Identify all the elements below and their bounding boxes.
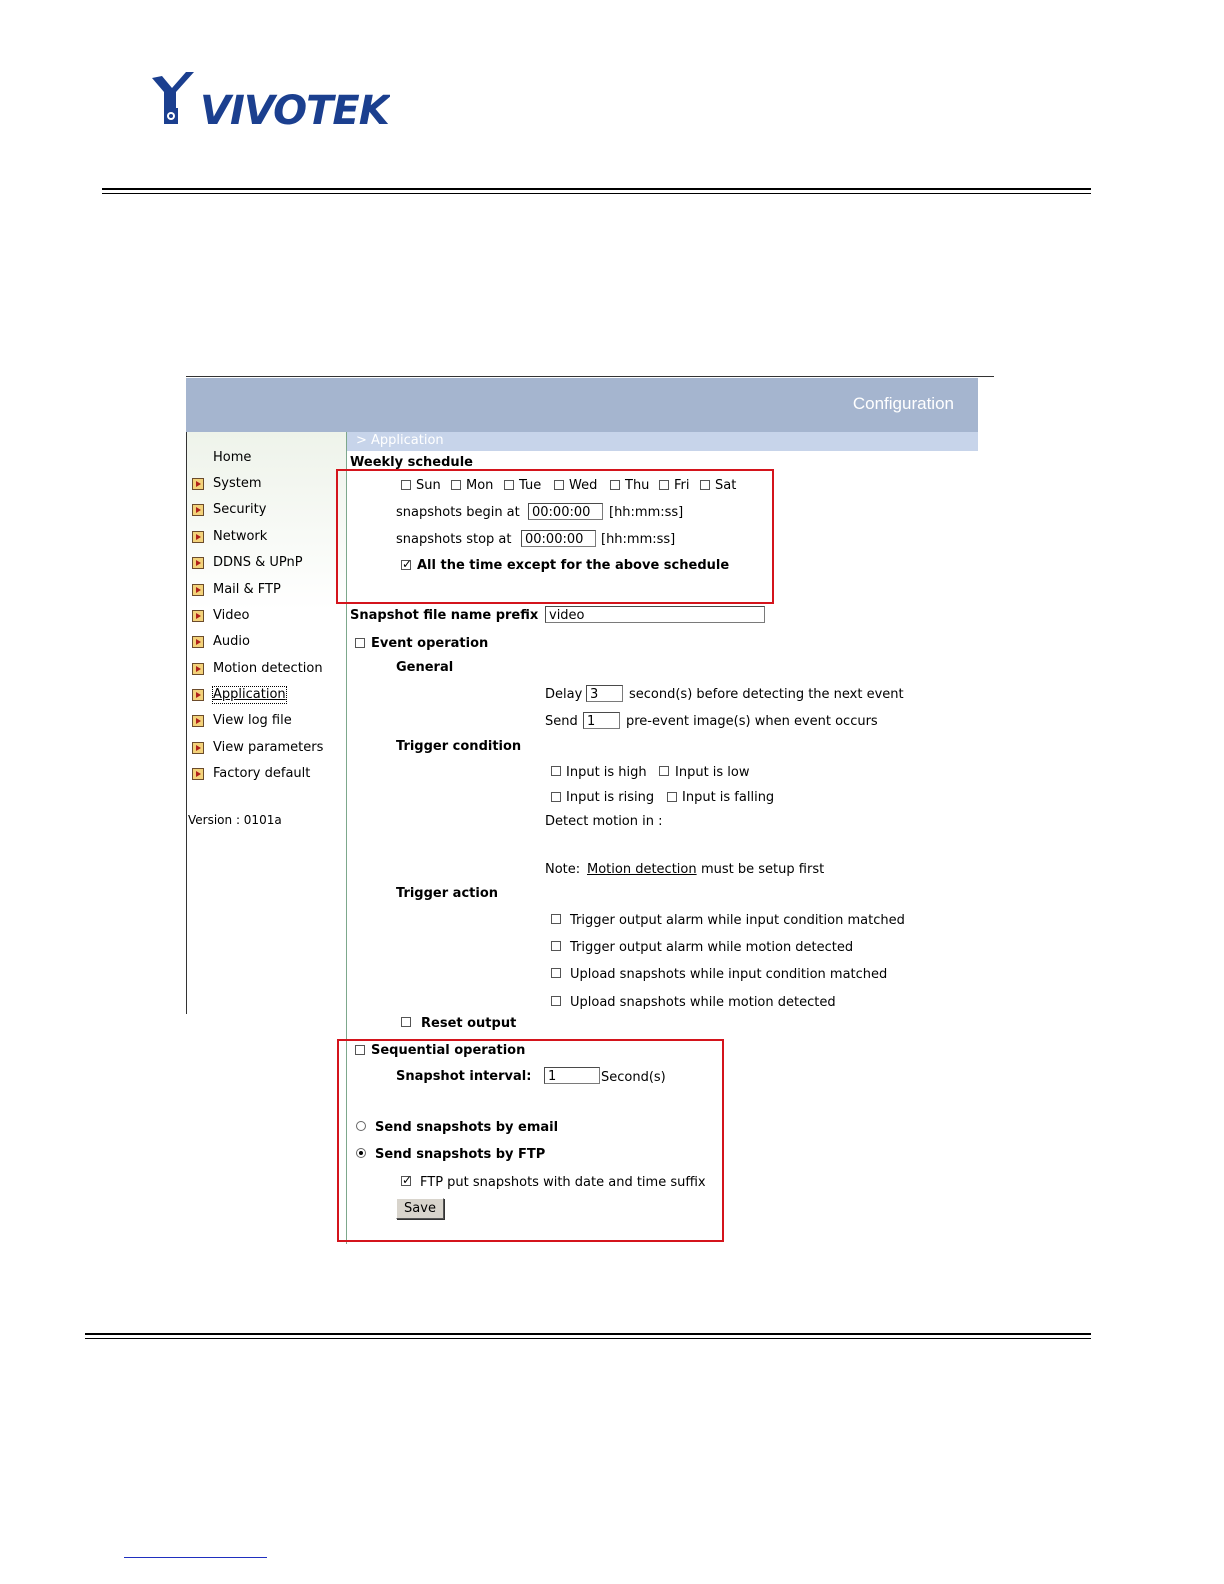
sidebar-item-view-log-file[interactable]: View log file <box>213 713 292 728</box>
arrow-icon <box>192 768 204 780</box>
breadcrumb: > Application <box>356 433 444 448</box>
checkbox-sat[interactable] <box>700 480 710 490</box>
prefix-input[interactable]: video <box>545 606 765 623</box>
stop-label: snapshots stop at <box>396 532 512 547</box>
sidebar-item-factory-default[interactable]: Factory default <box>213 766 311 781</box>
event-operation-label: Event operation <box>371 636 489 651</box>
action-checkbox-upload-input[interactable] <box>551 968 561 978</box>
sidebar-item-network[interactable]: Network <box>213 529 268 544</box>
prefix-label: Snapshot file name prefix <box>350 608 539 623</box>
sidebar-item-audio[interactable]: Audio <box>213 634 250 649</box>
begin-label: snapshots begin at <box>396 505 520 520</box>
action-checkbox-output-input[interactable] <box>551 914 561 924</box>
all-time-checkbox[interactable] <box>401 560 411 570</box>
arrow-icon <box>192 531 204 543</box>
sidebar-item-view-parameters[interactable]: View parameters <box>213 740 324 755</box>
motion-detection-link[interactable]: Motion detection <box>587 862 697 877</box>
window-top-border <box>186 376 994 377</box>
config-title: Configuration <box>852 394 954 413</box>
day-label-mon: Mon <box>466 478 494 493</box>
begin-format-hint: [hh:mm:ss] <box>609 505 684 520</box>
version-text: Version : 0101a <box>188 813 282 827</box>
interval-input[interactable]: 1 <box>544 1067 600 1084</box>
action-checkbox-output-motion[interactable] <box>551 941 561 951</box>
checkbox-tue[interactable] <box>504 480 514 490</box>
arrow-icon <box>192 636 204 648</box>
day-label-sat: Sat <box>715 478 737 493</box>
day-label-sun: Sun <box>416 478 441 493</box>
input-rising-label: Input is rising <box>566 790 655 805</box>
send-label: Send <box>545 714 578 729</box>
sidebar-item-motion-detection[interactable]: Motion detection <box>213 661 323 676</box>
footer-rule <box>85 1333 1091 1335</box>
checkbox-wed[interactable] <box>554 480 564 490</box>
delay-label: Delay <box>545 687 583 702</box>
delay-input[interactable]: 3 <box>586 685 623 702</box>
sidebar-item-home[interactable]: Home <box>213 450 252 465</box>
detect-motion-label: Detect motion in : <box>545 814 663 829</box>
checkbox-thu[interactable] <box>610 480 620 490</box>
vivotek-logo <box>150 70 390 132</box>
email-radio[interactable] <box>356 1121 366 1131</box>
save-button[interactable]: Save <box>396 1198 444 1219</box>
ftp-radio[interactable] <box>356 1148 366 1158</box>
sequential-label: Sequential operation <box>371 1043 526 1058</box>
arrow-icon <box>192 715 204 727</box>
input-falling-checkbox[interactable] <box>667 792 677 802</box>
arrow-icon <box>192 742 204 754</box>
interval-unit: Second(s) <box>601 1070 666 1085</box>
stop-format-hint: [hh:mm:ss] <box>601 532 676 547</box>
weekly-schedule-heading: Weekly schedule <box>350 455 473 470</box>
interval-label: Snapshot interval: <box>396 1069 532 1084</box>
input-low-checkbox[interactable] <box>659 766 669 776</box>
arrow-icon <box>192 557 204 569</box>
ftp-label: Send snapshots by FTP <box>375 1147 546 1162</box>
delay-suffix: second(s) before detecting the next event <box>629 687 904 702</box>
action-label: Trigger output alarm while input condition matched <box>570 913 905 928</box>
action-checkbox-upload-motion[interactable] <box>551 996 561 1006</box>
day-label-thu: Thu <box>625 478 650 493</box>
sidebar-item-security[interactable]: Security <box>213 502 267 517</box>
logo-graphic <box>150 70 390 132</box>
general-heading: General <box>396 660 454 675</box>
sidebar-item-mail-ftp[interactable]: Mail & FTP <box>213 582 281 597</box>
arrow-icon <box>192 689 204 701</box>
action-label: Trigger output alarm while motion detected <box>570 940 854 955</box>
input-rising-checkbox[interactable] <box>551 792 561 802</box>
ftp-suffix-label: FTP put snapshots with date and time suffix <box>420 1175 706 1190</box>
day-label-wed: Wed <box>569 478 598 493</box>
email-label: Send snapshots by email <box>375 1120 559 1135</box>
footer-rule-thin <box>85 1338 1091 1339</box>
send-suffix: pre-event image(s) when event occurs <box>626 714 878 729</box>
note-prefix: Note: <box>545 862 581 877</box>
checkbox-fri[interactable] <box>659 480 669 490</box>
arrow-icon <box>192 504 204 516</box>
action-label: Upload snapshots while motion detected <box>570 995 836 1010</box>
day-label-fri: Fri <box>674 478 690 493</box>
reset-output-checkbox[interactable] <box>401 1017 411 1027</box>
checkbox-mon[interactable] <box>451 480 461 490</box>
reset-output-label: Reset output <box>421 1016 517 1031</box>
input-high-checkbox[interactable] <box>551 766 561 776</box>
all-time-label: All the time except for the above schedule <box>417 558 730 573</box>
arrow-icon <box>192 584 204 596</box>
arrow-icon <box>192 478 204 490</box>
sidebar-item-ddns-upnp[interactable]: DDNS & UPnP <box>213 555 303 570</box>
stop-time-input[interactable]: 00:00:00 <box>521 530 596 547</box>
trigger-condition-heading: Trigger condition <box>396 739 522 754</box>
header-rule <box>102 188 1091 190</box>
send-input[interactable]: 1 <box>583 712 620 729</box>
sidebar-item-system[interactable]: System <box>213 476 262 491</box>
day-label-tue: Tue <box>519 478 542 493</box>
begin-time-input[interactable]: 00:00:00 <box>528 503 603 520</box>
footer-link-underline <box>124 1557 267 1558</box>
sidebar-item-video[interactable]: Video <box>213 608 250 623</box>
header-rule-thin <box>102 193 1091 194</box>
arrow-icon <box>192 610 204 622</box>
sequential-checkbox[interactable] <box>355 1045 365 1055</box>
ftp-suffix-checkbox[interactable] <box>401 1176 411 1186</box>
input-falling-label: Input is falling <box>682 790 775 805</box>
sidebar-item-application[interactable]: Application <box>213 687 286 702</box>
input-high-label: Input is high <box>566 765 647 780</box>
event-operation-checkbox[interactable] <box>355 638 365 648</box>
checkbox-sun[interactable] <box>401 480 411 490</box>
arrow-icon <box>192 663 204 675</box>
input-low-label: Input is low <box>675 765 750 780</box>
svg-text:VIVOTEK: VIVOTEK <box>200 88 389 132</box>
action-label: Upload snapshots while input condition matched <box>570 967 888 982</box>
trigger-action-heading: Trigger action <box>396 886 499 901</box>
note-suffix: must be setup first <box>701 862 825 877</box>
